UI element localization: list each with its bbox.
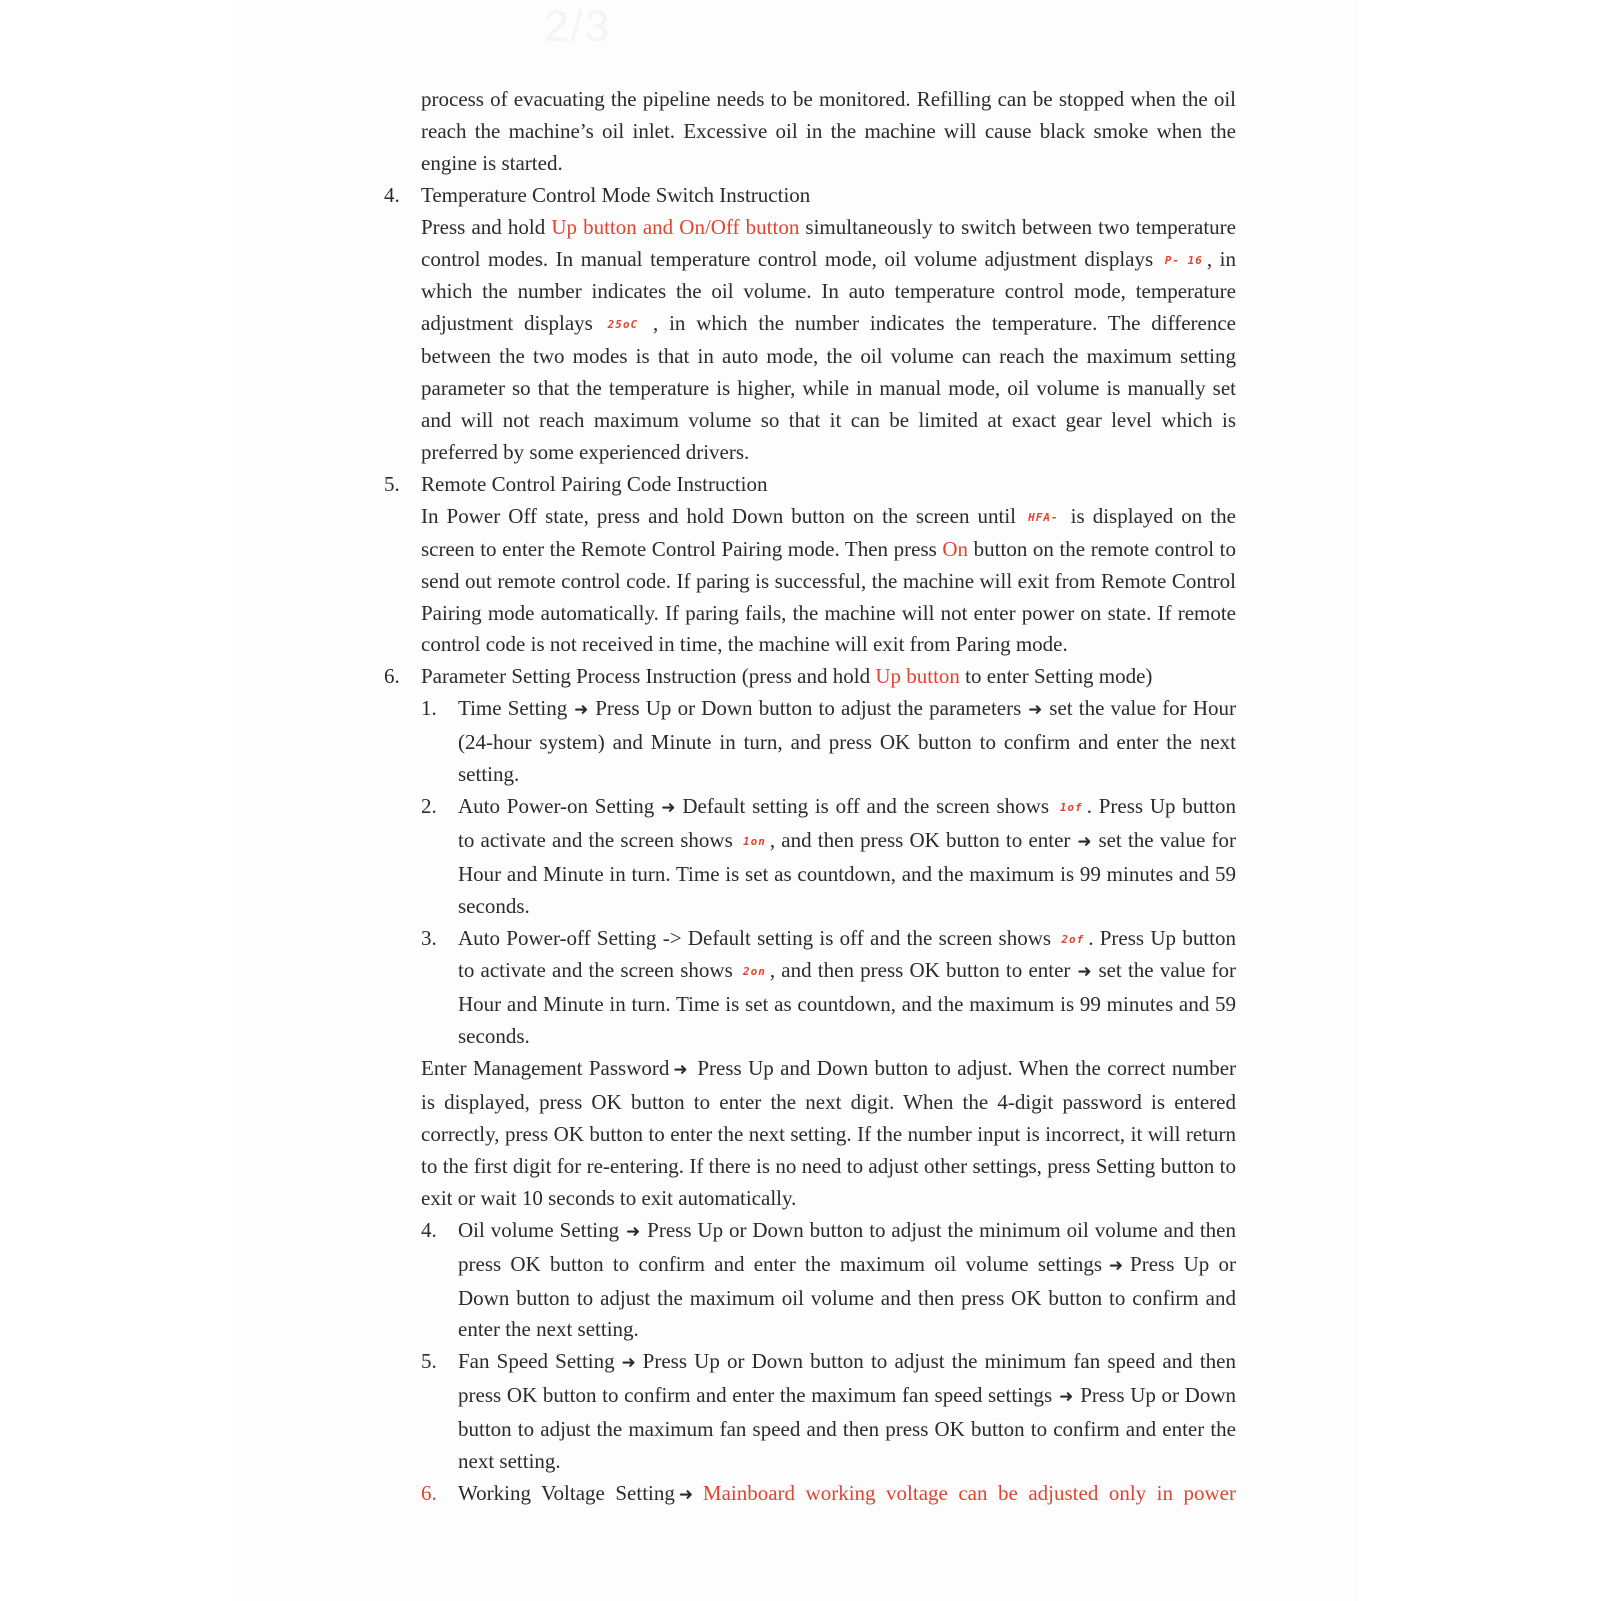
- text: Press Up or Down button to adjust the maximum oil volume and then press OK button to confirm and enter the next setting.: [458, 1251, 1237, 1342]
- display-power-off-off-icon: 2of: [1061, 932, 1085, 946]
- text: Working Voltage Setting: [458, 1480, 675, 1505]
- text: , in which the number indicates the oil volume. In auto temperature control mode, temperature adjustment displays: [421, 246, 1236, 336]
- text: , and then press OK button to enter: [769, 827, 1071, 852]
- right-arrow-icon: ➜: [673, 1060, 688, 1081]
- text: Fan Speed Setting: [458, 1349, 615, 1374]
- management-password-paragraph: [421, 1053, 1236, 1215]
- section-6-heading: [384, 661, 1236, 693]
- highlight-text: Mainboard working voltage can be adjusted only in power: [702, 1480, 1236, 1505]
- text: Auto Power-on Setting: [458, 793, 655, 818]
- sub-item-text: [458, 791, 1236, 923]
- text: , in which the number indicates the temperature. The difference between the two modes is that in auto mode, the oil volume can reach the maximum setting parameter so that the temperature is higher, while in manual mode, oil volume is manually set and will not reach maximum volume so that it can be limited at exact gear level which is preferred by some experienced drivers.: [421, 311, 1236, 464]
- sub-item-oil-volume: [421, 1215, 1236, 1347]
- sub-item-number: 6.: [421, 1480, 437, 1505]
- display-power-on-off-icon: 1of: [1059, 800, 1083, 814]
- text: is displayed on the screen to enter the Remote Control Pairing mode. Then press: [421, 503, 1236, 561]
- sub-item-number: 3.: [421, 925, 437, 950]
- right-arrow-icon: ➜: [1077, 831, 1092, 852]
- right-arrow-icon: ➜: [574, 700, 589, 721]
- display-power-on-on-icon: 1on: [742, 834, 766, 848]
- right-arrow-icon: ➜: [1028, 700, 1043, 721]
- right-arrow-icon: ➜: [678, 1484, 694, 1505]
- text: Auto Power-off Setting -> Default setting is off and the screen shows: [458, 925, 1058, 950]
- text: Press Up or Down button to adjust the minimum oil volume and then press OK button to confirm and enter the maximum oil volume settings: [458, 1217, 1237, 1276]
- highlight-text: Up button: [875, 664, 960, 689]
- sub-item-time-setting: [421, 693, 1236, 791]
- text: Enter Management Password: [421, 1056, 670, 1081]
- right-arrow-icon: ➜: [626, 1221, 641, 1242]
- text: to enter Setting mode): [959, 664, 1153, 689]
- text: . Press Up button to activate and the screen shows: [458, 925, 1236, 983]
- sub-item-working-voltage: [421, 1478, 1236, 1512]
- text: Press Up or Down button to adjust the maximum fan speed and then press OK button to confirm and enter the next setting.: [458, 1383, 1237, 1474]
- text: Press and hold: [421, 214, 552, 239]
- text: Press Up or Down button to adjust the minimum fan speed and then press OK button to confirm and enter the maximum fan speed settings: [458, 1349, 1236, 1408]
- sub-item-text: [458, 1346, 1236, 1478]
- text: Press Up or Down button to adjust the parameters: [595, 696, 1022, 721]
- sub-item-number: 5.: [421, 1349, 437, 1374]
- section-number: 4.: [384, 182, 400, 207]
- sub-item-number: 4.: [421, 1217, 437, 1242]
- sub-item-text: [458, 923, 1236, 1054]
- text: Time Setting: [458, 696, 568, 721]
- intro-paragraph: process of evacuating the pipeline needs to be monitored. Refilling can be stopped when the oil reach the machine’s oil inlet. Excessive oil in the machine will cause black smoke when the engine is started.: [421, 87, 1236, 175]
- text: set the value for Hour and Minute in turn. Time is set as countdown, and the maximum is 99 minutes and 59 seconds.: [458, 827, 1236, 918]
- highlight-text: Up button and On/Off button: [551, 214, 800, 239]
- section-number: 5.: [384, 471, 400, 496]
- page-number-watermark: 2/3: [544, 2, 612, 51]
- sub-item-number: 2.: [421, 793, 437, 818]
- display-temperature-icon: 25oC: [607, 318, 639, 332]
- section-5-paragraph: [421, 501, 1236, 662]
- sub-item-text: [458, 1478, 1236, 1512]
- sub-item-auto-power-off: [421, 923, 1236, 1054]
- section-title: Remote Control Pairing Code Instruction: [421, 471, 768, 496]
- text: set the value for Hour (24-hour system) and Minute in turn, and press OK button to confirm and enter the next setting.: [458, 696, 1236, 787]
- sub-item-auto-power-on: [421, 791, 1236, 923]
- display-oil-volume-icon: P- 16: [1164, 253, 1203, 267]
- text: simultaneously to switch between two temperature control modes. In manual temperature control mode, oil volume adjustment displays: [421, 214, 1236, 271]
- section-5-heading: [384, 469, 1236, 501]
- sub-item-number: 1.: [421, 696, 437, 721]
- highlight-text: On: [942, 536, 969, 561]
- sub-item-fan-speed: [421, 1346, 1236, 1478]
- display-power-off-on-icon: 2on: [742, 965, 766, 979]
- section-title: Temperature Control Mode Switch Instruction: [421, 182, 811, 207]
- display-pairing-icon: HFA-: [1028, 510, 1059, 524]
- text: In Power Off state, press and hold Down button on the screen until: [421, 503, 1025, 528]
- section-number: 6.: [384, 664, 400, 689]
- right-arrow-icon: ➜: [1108, 1255, 1124, 1276]
- text: Default setting is off and the screen shows: [682, 793, 1056, 818]
- right-arrow-icon: ➜: [1077, 962, 1092, 983]
- right-arrow-icon: ➜: [1059, 1387, 1074, 1408]
- right-arrow-icon: ➜: [621, 1353, 636, 1374]
- text: Parameter Setting Process Instruction (press and hold: [421, 664, 876, 689]
- text: set the value for Hour and Minute in turn. Time is set as countdown, and the maximum is 99 minutes and 59 seconds.: [458, 958, 1236, 1049]
- text: Press Up and Down button to adjust. When the correct number is displayed, press OK button to enter the next digit. When the 4-digit password is entered correctly, press OK button to enter the next setting. If the number input is incorrect, it will return to the first digit for re-entering. If there is no need to adjust other settings, press Setting button to exit or wait 10 seconds to exit automatically.: [421, 1056, 1237, 1210]
- text: , and then press OK button to enter: [769, 958, 1071, 983]
- sub-item-text: [458, 693, 1236, 791]
- text: . Press Up button to activate and the screen shows: [458, 793, 1236, 852]
- text: Oil volume Setting: [458, 1217, 620, 1242]
- document-body: [384, 84, 1236, 1512]
- section-title: [421, 661, 1236, 693]
- text: button on the remote control to send out remote control code. If paring is successful, the machine will exit from Remote Control Pairing mode automatically. If paring fails, the machine will not enter power on state. If remote control code is not received in time, the machine will exit from Paring mode.: [421, 536, 1236, 657]
- section-4-paragraph: [421, 212, 1236, 469]
- sub-item-text: [458, 1215, 1236, 1347]
- section-4-heading: [384, 180, 1236, 212]
- right-arrow-icon: ➜: [661, 797, 676, 818]
